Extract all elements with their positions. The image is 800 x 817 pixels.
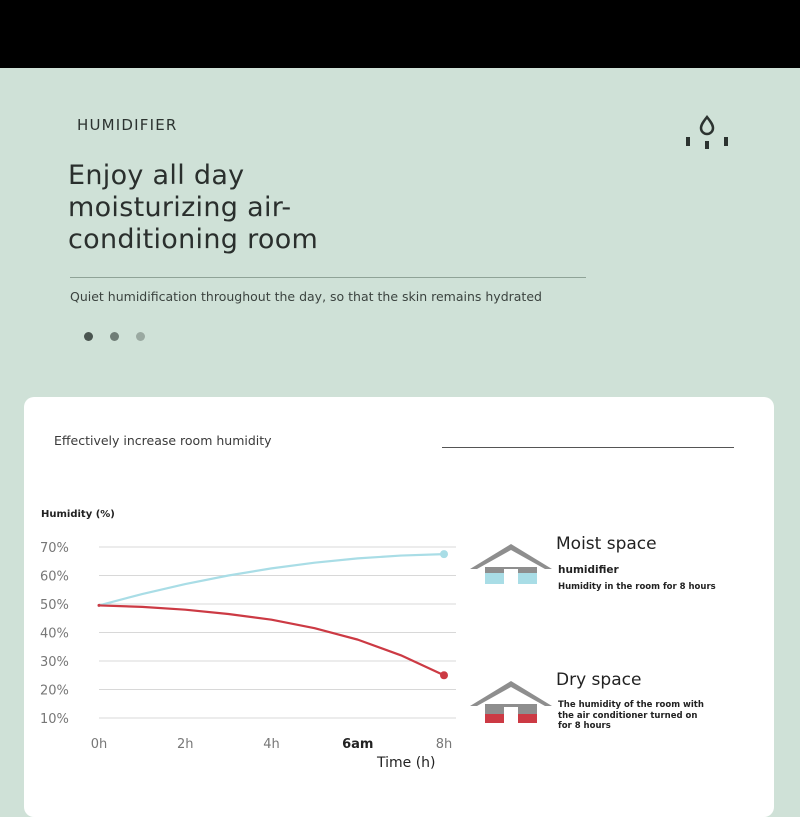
legend-dry-note: The humidity of the room with	[558, 700, 704, 710]
y-tick-label: 50%	[40, 598, 69, 613]
y-tick-label: 10%	[40, 712, 69, 727]
y-tick-label: 30%	[40, 655, 69, 670]
x-tick-label: 8h	[435, 737, 453, 752]
hero-headline	[68, 160, 668, 256]
headline-line: moisturizing air-	[68, 192, 292, 223]
pager-dot[interactable]	[110, 332, 119, 341]
y-tick-label: 20%	[40, 683, 69, 699]
hero-subtitle: Quiet humidification throughout the day, so that the skin remains hydrated	[70, 289, 542, 304]
legend-moist-title: Moist space	[556, 534, 657, 554]
top-black-bar	[0, 0, 800, 68]
x-tick-label: 2h	[176, 737, 194, 752]
dry-series-line	[99, 605, 444, 675]
legend-dry-title: Dry space	[556, 670, 642, 690]
moist-series-end-point	[440, 550, 448, 558]
y-axis-label: Humidity (%)	[41, 509, 115, 520]
legend-dry-note: the air conditioner turned on	[558, 711, 698, 721]
legend-moist-note: Humidity in the room for 8 hours	[558, 582, 716, 592]
legend-moist-subtitle: humidifier	[558, 564, 619, 576]
card-title: Effectively increase room humidity	[54, 433, 272, 448]
legend-dry-note: for 8 hours	[558, 721, 611, 731]
x-axis-label: Time (h)	[377, 755, 436, 771]
brand-label: HUMIDIFIER	[77, 116, 178, 134]
y-tick-label: 40%	[40, 626, 69, 642]
hero-divider	[70, 277, 586, 278]
x-tick-label: 6am	[342, 737, 374, 752]
headline-line: Enjoy all day	[68, 160, 245, 191]
legend-moist	[470, 534, 716, 592]
house-moist-icon	[470, 544, 552, 584]
y-tick-label: 60%	[40, 569, 69, 585]
x-tick-label: 4h	[263, 737, 280, 752]
hero-banner	[0, 68, 800, 408]
humidity-line-chart	[24, 397, 774, 817]
carousel-pager	[84, 332, 145, 341]
dry-series-end-point	[440, 671, 448, 679]
y-tick-label: 70%	[40, 541, 69, 556]
humidifier-mist-icon	[683, 114, 731, 150]
pager-dot[interactable]	[84, 332, 93, 341]
house-dry-icon	[470, 681, 552, 723]
headline-line: conditioning room	[68, 224, 319, 255]
humidity-chart-card	[24, 397, 774, 817]
pager-dot[interactable]	[136, 332, 145, 341]
x-tick-label: 0h	[90, 737, 108, 752]
moist-series-line	[99, 554, 444, 605]
legend-dry	[470, 670, 704, 731]
dry-series-start-point	[98, 604, 101, 607]
